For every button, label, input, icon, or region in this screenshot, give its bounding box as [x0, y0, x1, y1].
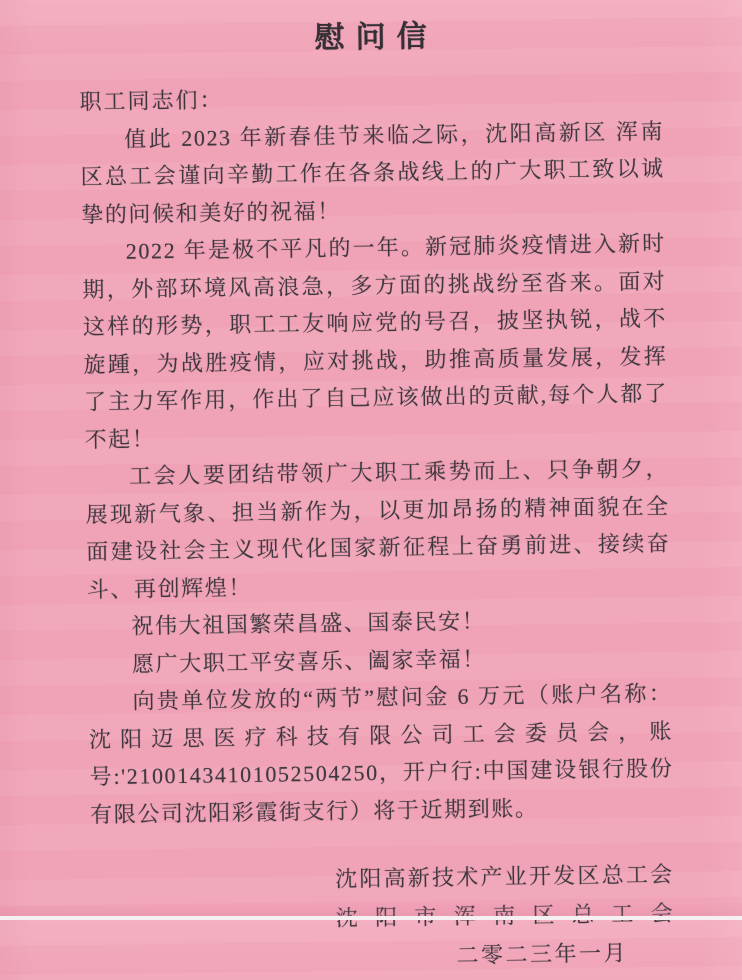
paragraph-wish-country: 祝伟大祖国繁荣昌盛、国泰民安！ [131, 608, 486, 639]
paragraph-wish-workers: 愿广大职工平安喜乐、阖家幸福！ [131, 645, 487, 677]
letter-title: 慰问信 [314, 20, 438, 55]
signature-org-1: 沈阳高新技术产业开发区总工会 [334, 861, 674, 892]
salutation: 职工同志们： [79, 87, 224, 115]
paragraph-outlook: 工会人要团结带领广大职工乘势而上、只争朝夕，展现新气象、担当新作为，以更加昂扬的精神面貌在全面建设社会主义现代化国家新征程上奋勇前进、接续奋斗、再创辉煌！ [85, 455, 671, 602]
paragraph-payment-details: 向贵单位发放的“两节”慰问金 6 万元（账户名称：沈阳迈思医疗科技有限公司工会委员会，账号:'21001434101052504250，开户行:中国建设银行股份有限公司沈阳彩霞街支行）将于近期到账。 [88, 680, 674, 827]
paragraph-year-review: 2022 年是极不平凡的一年。新冠肺炎疫情进入新时期，外部环境风高浪急，多方面的挑战纷至沓来。面对这样的形势，职工工友响应党的号召，披坚执锐，战不旋踵，为战胜疫情，应对挑战，助推高质量发展，发挥了主力军作用，作出了自己应该做出的贡献,每个人都了不起！ [82, 230, 669, 452]
scan-edge-strip [0, 916, 742, 920]
letter-content [78, 9, 676, 980]
scan-bottom-shade [0, 902, 742, 916]
letter-date: 二零二三年一月 [456, 940, 629, 968]
paragraph-greeting: 值此 2023 年新春佳节来临之际，沈阳高新区 浑南区总工会谨向辛勤工作在各条战线上的广大职工致以诚挚的问候和美好的祝福！ [80, 118, 665, 227]
